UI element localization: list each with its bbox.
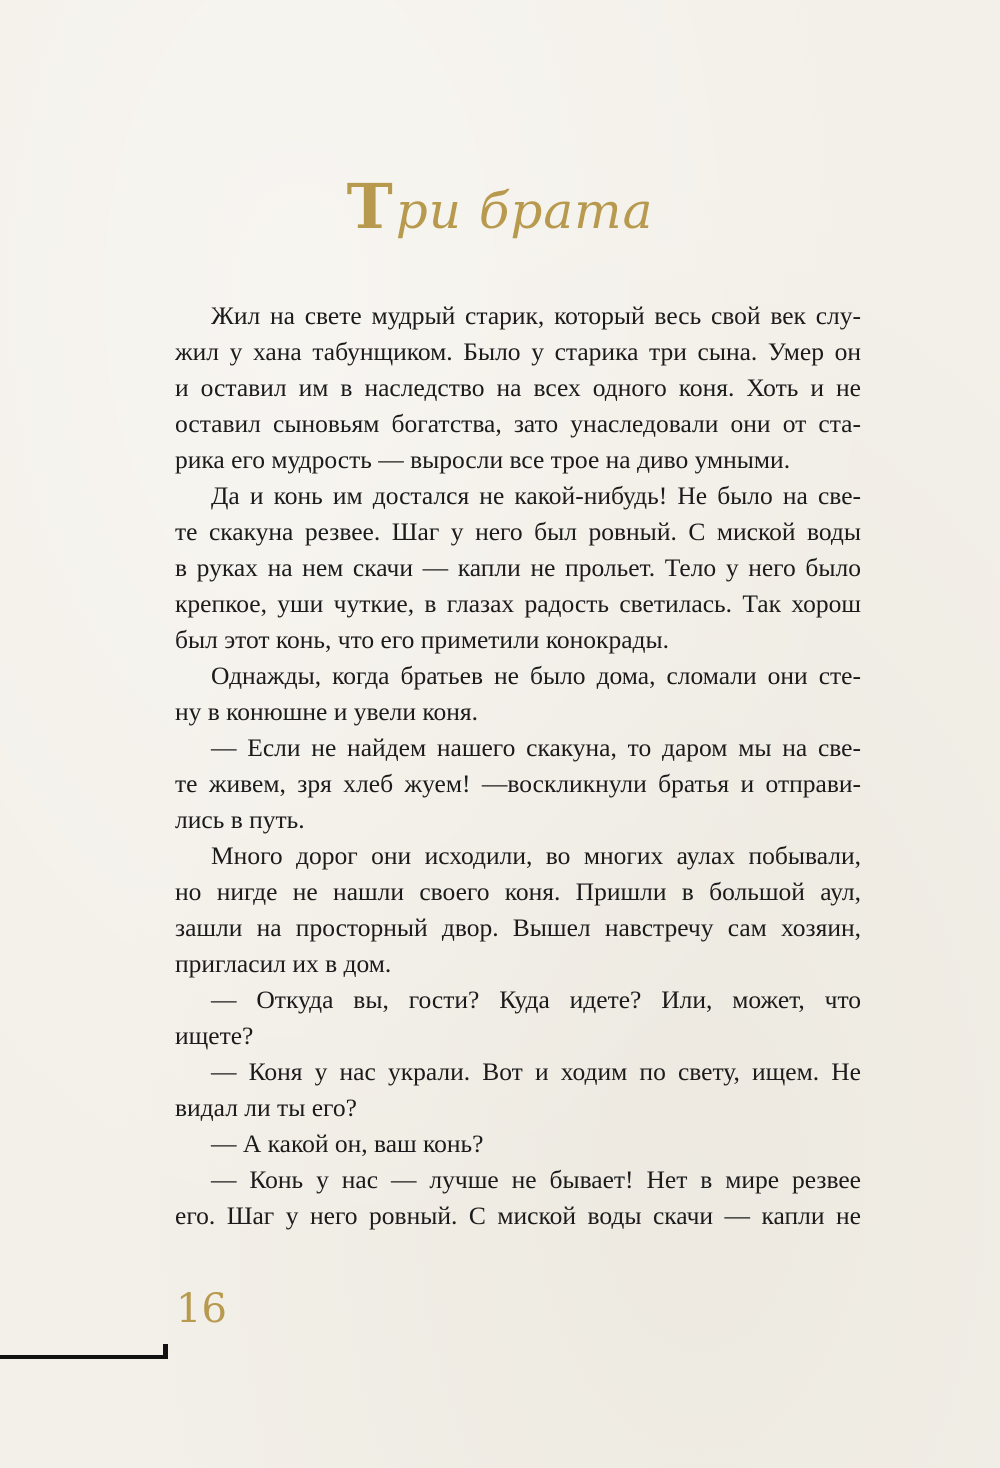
text-line: жил у хана табунщиком. Было у старика три сына. Умер он [175,337,861,366]
text-line: ищете? [175,1021,254,1050]
text-line: Много дорог они исходили, во многих аулах побывали, [211,841,861,870]
text-line: — А какой он, ваш конь? [211,1129,484,1158]
text-line: и оставил им в наследство на всех одного коня. Хоть и не [175,373,861,402]
text-line: — Если не найдем нашего скакуна, то даром мы на све- [211,733,861,762]
text-line: те живем, зря хлеб жуем! —воскликнули братья и отправи- [175,769,861,798]
title-initial-letter: Т [346,170,394,243]
text-line: — Откуда вы, гости? Куда идете? Или, может, что [211,985,861,1014]
text-line: оставил сыновьям богатства, зато унаследовали они от ста- [175,409,861,438]
title-text: ри брата [395,182,654,240]
text-line: Да и конь им достался не какой-нибудь! Не было на све- [211,481,861,510]
text-line: — Коня у нас украли. Вот и ходим по свету, ищем. Не [211,1057,861,1086]
page-number: 16 [176,1286,227,1332]
text-line: зашли на просторный двор. Вышел навстречу сам хозяин, [175,913,861,942]
text-line: крепкое, уши чуткие, в глазах радость светилась. Так хорош [175,589,861,618]
text-line: но нигде не нашли своего коня. Пришли в большой аул, [175,877,861,906]
text-line: в руках на нем скачи — капли не прольет. Тело у него было [175,553,861,582]
text-line: Жил на свете мудрый старик, который весь свой век слу- [211,301,861,330]
text-line: пригласил их в дом. [175,949,392,978]
text-line: — Конь у нас — лучше не бывает! Нет в мире резвее [211,1165,861,1194]
text-line: лись в путь. [175,805,305,834]
chapter-title [0,170,1000,243]
story-text [175,298,861,1234]
text-line: видал ли ты его? [175,1093,357,1122]
text-line: рика его мудрость — выросли все трое на диво умными. [175,445,791,474]
footer-rule-tick [163,1344,168,1359]
text-line: Однажды, когда братьев не было дома, сломали они сте- [211,661,861,690]
text-line: был этот конь, что его приметили конокрады. [175,625,670,654]
footer-rule [0,1355,168,1359]
text-line: ну в конюшне и увели коня. [175,697,479,726]
text-line: его. Шаг у него ровный. С миской воды скачи — капли не [175,1201,861,1230]
text-line: те скакуна резвее. Шаг у него был ровный. С миской воды [175,517,861,546]
